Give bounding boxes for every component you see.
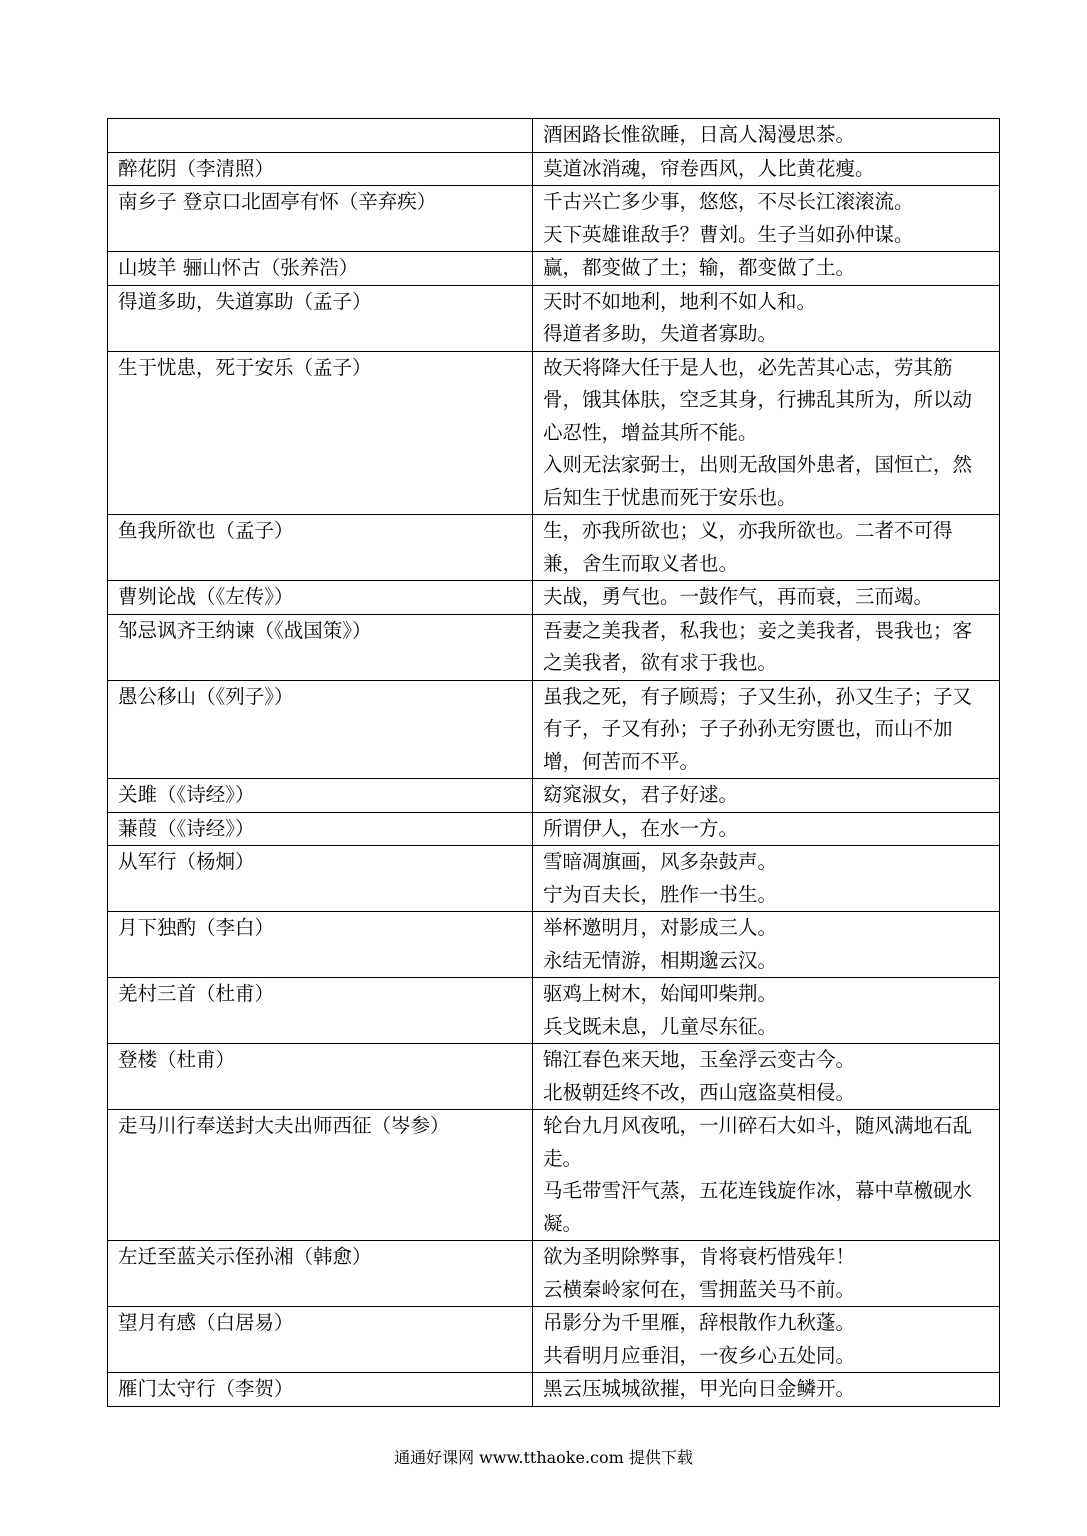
poem-verse: [533, 1373, 1000, 1407]
poem-title: 左迁至蓝关示侄孙湘（韩愈）: [108, 1241, 533, 1307]
poem-verse: [533, 252, 1000, 286]
poem-verse: [533, 1241, 1000, 1307]
verse-line: 千古兴亡多少事，悠悠，不尽长江滚滚流。: [543, 190, 914, 213]
table-row: [108, 680, 1000, 779]
poem-verse: [533, 812, 1000, 846]
poem-title: 从军行（杨炯）: [108, 846, 533, 912]
verse-line: 举杯邀明月，对影成三人。: [543, 916, 778, 939]
poem-title: 山坡羊 骊山怀古（张养浩）: [108, 252, 533, 286]
verse-line: 夫战，勇气也。一鼓作气，再而衰，三而竭。: [543, 585, 934, 608]
poem-verse: [533, 1044, 1000, 1110]
poem-title: 走马川行奉送封大夫出师西征（岑参）: [108, 1110, 533, 1241]
table-row: [108, 515, 1000, 581]
poem-title: 南乡子 登京口北固亭有怀（辛弃疾）: [108, 186, 533, 252]
verse-line: 赢，都变做了土；输，都变做了土。: [543, 256, 856, 279]
poem-title: 愚公移山（《列子》）: [108, 680, 533, 779]
poem-title: 登楼（杜甫）: [108, 1044, 533, 1110]
verse-line: 欲为圣明除弊事，肯将衰朽惜残年！: [543, 1245, 856, 1268]
verse-line: 故天将降大任于是人也，必先苦其心志，劳其筋骨，饿其体肤，空乏其身，行拂乱其所为，所以动心忍性，增益其所不能。: [543, 355, 973, 444]
poem-verse: [533, 912, 1000, 978]
table-row: [108, 351, 1000, 515]
verse-line: 虽我之死，有子顾焉；子又生孙，孙又生子；子又有子，子又有孙；子子孙孙无穷匮也，而山不加增，何苦而不平。: [543, 684, 973, 773]
table-row: [108, 1307, 1000, 1373]
verse-line: 得道者多助，失道者寡助。: [543, 322, 778, 345]
table-row: [108, 779, 1000, 813]
poem-verse: [533, 351, 1000, 515]
verse-line: 天时不如地利，地利不如人和。: [543, 289, 817, 313]
poem-title: 羌村三首（杜甫）: [108, 978, 533, 1044]
poem-title: 关雎（《诗经》）: [108, 779, 533, 813]
table-row: [108, 912, 1000, 978]
poem-verse: [533, 846, 1000, 912]
poem-title: [108, 119, 533, 153]
poem-verse: [533, 1110, 1000, 1241]
verse-line: 所谓伊人，在水一方。: [543, 816, 739, 840]
verse-line: 吊影分为千里雁，辞根散作九秋蓬。: [543, 1311, 856, 1334]
poem-title: 醉花阴（李清照）: [108, 152, 533, 186]
table-row: [108, 614, 1000, 680]
table-row: [108, 1373, 1000, 1407]
verse-line: 马毛带雪汗气蒸，五花连钱旋作冰，幕中草檄砚水凝。: [543, 1179, 973, 1235]
verse-line: 入则无法家弼士，出则无敌国外患者，国恒亡，然后知生于忧患而死于安乐也。: [543, 453, 973, 509]
verse-line: 共看明月应垂泪，一夜乡心五处同。: [543, 1343, 856, 1367]
poem-verse: [533, 152, 1000, 186]
poem-verse: [533, 1307, 1000, 1373]
poem-verse: [533, 614, 1000, 680]
poem-title: 望月有感（白居易）: [108, 1307, 533, 1373]
poem-title: 月下独酌（李白）: [108, 912, 533, 978]
verse-line: 雪暗凋旗画，风多杂鼓声。: [543, 850, 778, 873]
poem-title: 鱼我所欲也（孟子）: [108, 515, 533, 581]
poem-title: 雁门太守行（李贺）: [108, 1373, 533, 1407]
table-row: [108, 1044, 1000, 1110]
poem-verse: [533, 186, 1000, 252]
verse-line: 永结无情游，相期邈云汉。: [543, 948, 778, 972]
poem-title: 曹刿论战（《左传》）: [108, 581, 533, 615]
table-row: [108, 581, 1000, 615]
verse-line: 宁为百夫长，胜作一书生。: [543, 882, 778, 906]
verse-line: 黑云压城城欲摧，甲光向日金鳞开。: [543, 1377, 856, 1400]
table-row: [108, 186, 1000, 252]
verse-line: 北极朝廷终不改，西山寇盗莫相侵。: [543, 1080, 856, 1104]
poem-verse: [533, 581, 1000, 615]
verse-line: 轮台九月风夜吼，一川碎石大如斗，随风满地石乱走。: [543, 1114, 973, 1170]
table-row: [108, 285, 1000, 351]
table-row: [108, 152, 1000, 186]
table-row: [108, 812, 1000, 846]
verse-line: 吾妻之美我者，私我也；妾之美我者，畏我也；客之美我者，欲有求于我也。: [543, 618, 973, 674]
verse-line: 兵戈既未息，儿童尽东征。: [543, 1014, 778, 1038]
poem-title: 得道多助，失道寡助（孟子）: [108, 285, 533, 351]
verse-line: 天下英雄谁敌手？曹刘。生子当如孙仲谋。: [543, 222, 914, 246]
page-footer: 通通好课网 www.tthaoke.com 提供下载: [394, 1448, 693, 1467]
table-row: [108, 1110, 1000, 1241]
table-row: [108, 978, 1000, 1044]
poem-verse: [533, 680, 1000, 779]
poem-verse: [533, 285, 1000, 351]
poem-verse: [533, 978, 1000, 1044]
verse-line: 窈窕淑女，君子好逑。: [543, 783, 739, 806]
verse-line: 酒困路长惟欲睡，日高人渴漫思茶。: [543, 123, 856, 146]
table-row: [108, 119, 1000, 153]
table-row: [108, 846, 1000, 912]
verse-line: 生，亦我所欲也；义，亦我所欲也。二者不可得兼，舍生而取义者也。: [543, 519, 953, 575]
poem-title: 邹忌讽齐王纳谏（《战国策》）: [108, 614, 533, 680]
poem-table: [107, 118, 1000, 1407]
poem-title: 生于忧患，死于安乐（孟子）: [108, 351, 533, 515]
verse-line: 莫道冰消魂，帘卷西风，人比黄花瘦。: [543, 156, 875, 180]
verse-line: 云横秦岭家何在，雪拥蓝关马不前。: [543, 1277, 856, 1301]
poem-verse: [533, 779, 1000, 813]
poem-verse: [533, 515, 1000, 581]
table-row: [108, 1241, 1000, 1307]
table-row: [108, 252, 1000, 286]
poem-table-body: [108, 119, 1000, 1407]
verse-line: 驱鸡上树木，始闻叩柴荆。: [543, 982, 778, 1005]
verse-line: 锦江春色来天地，玉垒浮云变古今。: [543, 1048, 856, 1071]
poem-verse: [533, 119, 1000, 153]
poem-title: 蒹葭（《诗经》）: [108, 812, 533, 846]
